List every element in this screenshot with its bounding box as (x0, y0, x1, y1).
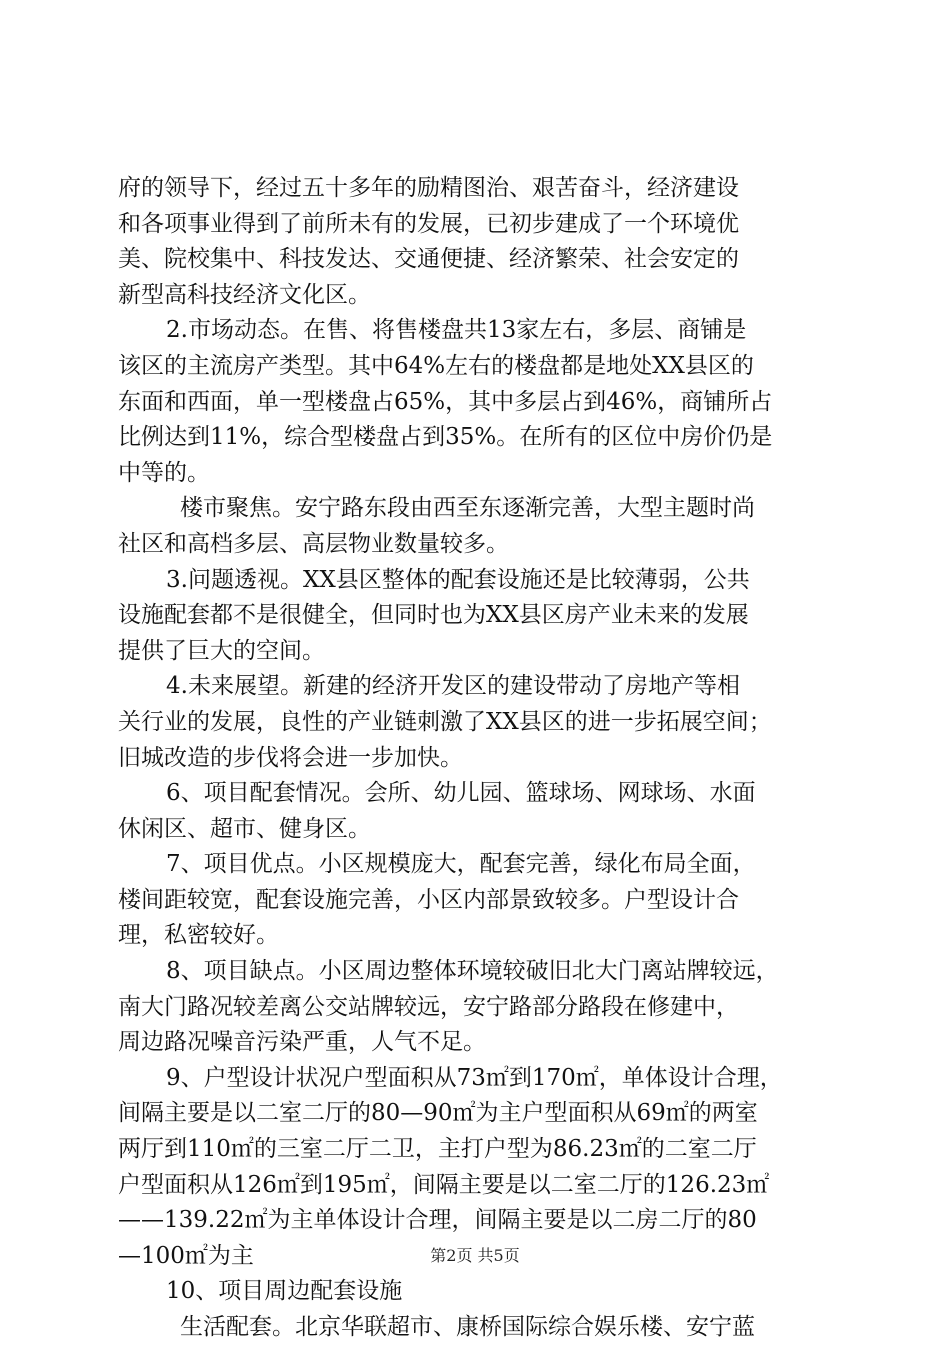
text-line: 该区的主流房产类型。其中64%左右的楼盘都是地处XX县区的 (118, 352, 754, 379)
text-line: ——139.22㎡为主单体设计合理，间隔主要是以二房二厅的80 (118, 1207, 757, 1234)
text-line: 关行业的发展，良性的产业链刺激了XX县区的进一步拓展空间； (118, 708, 772, 735)
text-line: 中等的。 (118, 459, 210, 486)
text-line: 两厅到110㎡的三室二厅二卫，主打户型为86.23㎡的二室二厅 (118, 1136, 757, 1163)
paragraph-facilities: 6、项目配套情况。会所、幼儿园、篮球场、网球场、水面 (166, 780, 756, 807)
text-line: 东面和西面，单一型楼盘占65%，其中多层占到46%，商铺所占 (118, 388, 773, 415)
text-line: 比例达到11%，综合型楼盘占到35%。在所有的区位中房价仍是 (118, 424, 773, 451)
paragraph-surroundings: 10、项目周边配套设施 (166, 1278, 403, 1305)
paragraph-layouts: 9、户型设计状况户型面积从73㎡到170㎡，单体设计合理， (166, 1064, 783, 1091)
paragraph-disadvantages: 8、项目缺点。小区周边整体环境较破旧北大门离站牌较远， (166, 958, 779, 985)
text-line: 设施配套都不是很健全，但同时也为XX县区房产业未来的发展 (118, 602, 749, 629)
paragraph-outlook: 4.未来展望。新建的经济开发区的建设带动了房地产等相 (166, 673, 740, 700)
paragraph-focus: 楼市聚焦。安宁路东段由西至东逐渐完善，大型主题时尚 (180, 495, 755, 522)
text-line: 新型高科技经济文化区。 (118, 281, 371, 308)
text-line: 间隔主要是以二室二厅的80—90㎡为主户型面积从69㎡的两室 (118, 1100, 758, 1127)
text-line: 楼间距较宽，配套设施完善，小区内部景致较多。户型设计合 (118, 886, 739, 913)
paragraph-market: 2.市场动态。在售、将售楼盘共13家左右，多层、商铺是 (166, 317, 747, 344)
text-line: 府的领导下，经过五十多年的励精图治、艰苦奋斗，经济建设 (118, 175, 739, 201)
text-line: 和各项事业得到了前所未有的发展，已初步建成了一个环境优 (118, 210, 739, 237)
text-line: 美、院校集中、科技发达、交通便捷、经济繁荣、社会安定的 (118, 246, 739, 273)
document-body (118, 171, 838, 1346)
text-line: —100㎡为主 (118, 1242, 254, 1269)
text-line: 旧城改造的步伐将会进一步加快。 (118, 744, 463, 771)
paragraph-living: 生活配套。北京华联超市、康桥国际综合娱乐楼、安宁蓝 (180, 1314, 755, 1340)
text-line: 户型面积从126㎡到195㎡，间隔主要是以二室二厅的126.23㎡ (118, 1171, 770, 1198)
text-line: 理，私密较好。 (118, 922, 279, 949)
text-line: 南大门路况较差离公交站牌较远，安宁路部分路段在修建中， (118, 993, 739, 1020)
text-line: 周边路况噪音污染严重，人气不足。 (118, 1029, 486, 1056)
text-line: 社区和高档多层、高层物业数量较多。 (118, 530, 509, 557)
text-line: 休闲区、超市、健身区。 (118, 815, 371, 842)
paragraph-problems: 3.问题透视。XX县区整体的配套设施还是比较薄弱，公共 (166, 566, 750, 593)
page-number-footer: 第2页 共5页 (430, 1246, 520, 1265)
text-line: 提供了巨大的空间。 (118, 637, 325, 664)
paragraph-advantages: 7、项目优点。小区规模庞大，配套完善，绿化布局全面， (166, 851, 756, 878)
